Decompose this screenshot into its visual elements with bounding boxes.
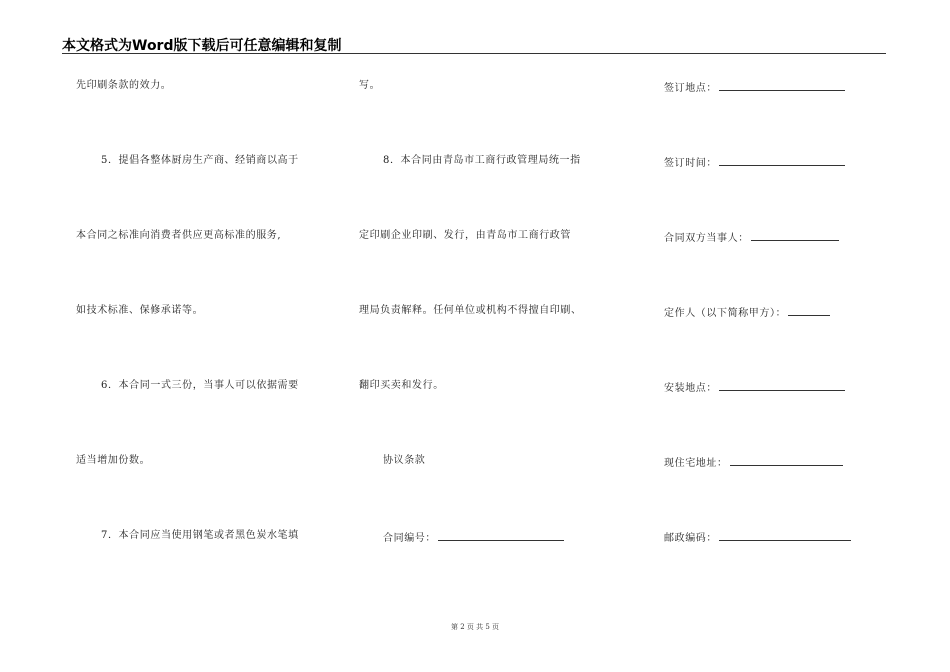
install-place-row — [664, 380, 845, 395]
middle-line-2: 8．本合同由青岛市工商行政管理局统一指 — [383, 155, 581, 166]
home-address-label: 现住宅地址： — [664, 458, 728, 469]
document-header-title: 本文格式为Word版下载后可任意编辑和复制 — [62, 38, 342, 54]
left-line-7: 7．本合同应当使用钢笔或者黑色炭水笔填 — [101, 530, 299, 541]
signing-time-label: 签订时间： — [664, 158, 717, 169]
contract-number-label: 合同编号： — [383, 533, 436, 544]
install-place-label: 安装地点： — [664, 383, 717, 394]
party-a-row — [664, 305, 830, 320]
parties-label: 合同双方当事人： — [664, 233, 749, 244]
party-a-blank — [788, 305, 830, 316]
signing-place-label: 签订地点： — [664, 83, 717, 94]
left-line-3: 本合同之标准向消费者供应更高标准的服务, — [76, 230, 282, 241]
home-address-row — [664, 455, 843, 470]
middle-line-3: 定印刷企业印刷、发行，由青岛市工商行政管 — [359, 230, 571, 241]
middle-line-1: 写。 — [359, 80, 381, 91]
signing-time-blank — [719, 155, 845, 166]
signing-place-row — [664, 80, 845, 95]
page-number-footer: 第 2 页 共 5 页 — [450, 623, 500, 631]
signing-time-row — [664, 155, 845, 170]
middle-line-4: 理局负责解释。任何单位或机构不得擅自印刷、 — [359, 305, 582, 316]
left-line-4: 如技术标准、保修承诺等。 — [76, 305, 204, 316]
left-line-6: 适当增加份数。 — [76, 455, 151, 466]
left-line-1: 先印刷条款的效力。 — [76, 80, 172, 91]
signing-place-blank — [719, 80, 845, 91]
parties-blank — [751, 230, 839, 241]
header-divider — [62, 53, 886, 54]
middle-line-6: 协议条款 — [383, 455, 426, 466]
postal-code-blank — [719, 530, 851, 541]
parties-row — [664, 230, 839, 245]
left-line-5: 6．本合同一式三份，当事人可以依据需要 — [101, 380, 299, 391]
contract-number-row — [383, 530, 564, 545]
postal-code-label: 邮政编码： — [664, 533, 717, 544]
left-line-2: 5．提倡各整体厨房生产商、经销商以高于 — [101, 155, 299, 166]
postal-code-row — [664, 530, 851, 545]
middle-line-5: 翻印买卖和发行。 — [359, 380, 444, 391]
install-place-blank — [719, 380, 845, 391]
home-address-blank — [730, 455, 843, 466]
party-a-label: 定作人（以下简称甲方）： — [664, 308, 787, 319]
contract-number-blank — [438, 530, 564, 541]
